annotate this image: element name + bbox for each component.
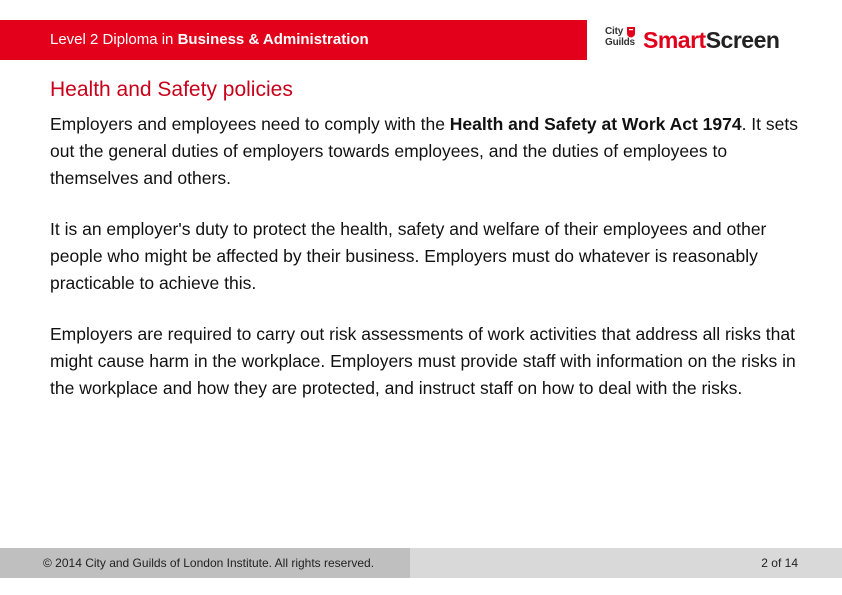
course-prefix: Level 2 Diploma in: [50, 31, 174, 48]
act-name: Health and Safety at Work Act 1974: [449, 114, 742, 134]
city-guilds-logo-line2: Guilds: [605, 37, 635, 48]
course-title: [50, 31, 369, 48]
smartscreen-screen: Screen: [705, 27, 780, 53]
paragraph-2: It is an employer's duty to protect the health, safety and welfare of their employees and other people who might be affected by their business. Employers must do whatever is reasonably practicable to achieve this.: [50, 219, 767, 293]
paragraph-3: Employers are required to carry out risk assessments of work activities that address all risks that might cause harm in the workplace. Employers must provide staff with information on the risks in the workplace and how they are protected, and instruct staff on how to deal with the risks.: [50, 324, 796, 398]
paragraph-1-end: . It sets out the general duties of employers towards employees, and the duties of employees to themselves and others.: [50, 114, 798, 188]
page-title: Health and Safety policies: [50, 78, 293, 101]
city-guilds-mark-icon: [625, 26, 637, 38]
copyright-notice: © 2014 City and Guilds of London Institute. All rights reserved.: [43, 556, 375, 570]
smartscreen-wordmark: [643, 26, 779, 54]
course-subject: Business & Administration: [177, 31, 369, 48]
logo: [605, 26, 805, 56]
smartscreen-smart: Smart: [643, 27, 706, 53]
paragraph-1: [50, 111, 800, 192]
city-guilds-logo: [605, 26, 641, 54]
city-guilds-logo-line1: City: [605, 26, 624, 37]
paragraph-1-start: Employers and employees need to comply with the: [50, 114, 450, 134]
page-number: 2 of 14: [761, 556, 798, 570]
